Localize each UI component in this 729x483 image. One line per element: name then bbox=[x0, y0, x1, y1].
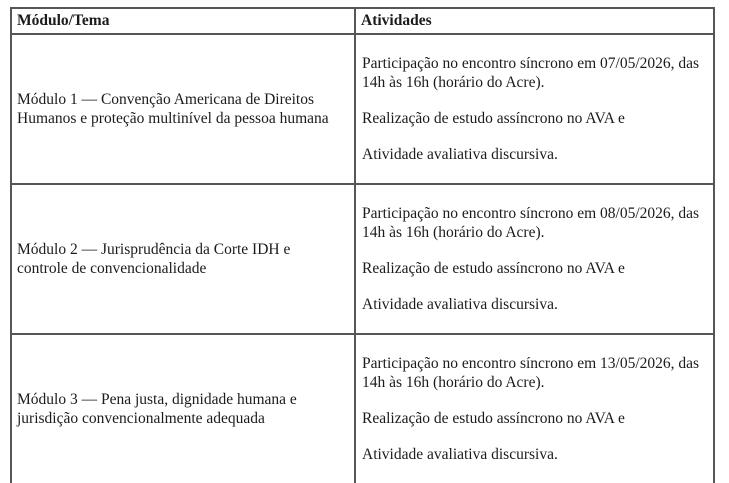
activity-paragraph: Realização de estudo assíncrono no AVA e bbox=[362, 410, 625, 427]
module-3-cell: Módulo 3 — Pena justa, dignidade humana e jurisdição convencionalmente adequada bbox=[11, 334, 355, 483]
activity-paragraph: Atividade avaliativa discursiva. bbox=[362, 446, 558, 463]
table-row bbox=[11, 184, 714, 334]
activity-paragraph: Realização de estudo assíncrono no AVA e bbox=[362, 260, 625, 277]
activity-paragraph: Atividade avaliativa discursiva. bbox=[362, 146, 558, 163]
activity-paragraph: Participação no encontro síncrono em 08/05/2026, das 14h às 16h (horário do Acre). bbox=[362, 205, 700, 241]
module-1-cell: Módulo 1 — Convenção Americana de Direitos Humanos e proteção multinível da pessoa humana bbox=[11, 34, 355, 184]
module-1-activities-cell bbox=[355, 34, 714, 184]
module-2-activities-cell bbox=[355, 184, 714, 334]
activity-paragraph: Atividade avaliativa discursiva. bbox=[362, 296, 558, 313]
column-header-atividades: Atividades bbox=[355, 8, 714, 34]
column-header-modulo-tema: Módulo/Tema bbox=[11, 8, 355, 34]
activity-paragraph: Participação no encontro síncrono em 07/05/2026, das 14h às 16h (horário do Acre). bbox=[362, 55, 700, 91]
course-schedule-table bbox=[10, 7, 715, 483]
activity-paragraph: Realização de estudo assíncrono no AVA e bbox=[362, 110, 625, 127]
module-3-activities-cell bbox=[355, 334, 714, 483]
module-2-cell: Módulo 2 — Jurisprudência da Corte IDH e controle de convencionalidade bbox=[11, 184, 355, 334]
table-row bbox=[11, 334, 714, 483]
table-header-row bbox=[11, 8, 714, 34]
table-row bbox=[11, 34, 714, 184]
activity-paragraph: Participação no encontro síncrono em 13/05/2026, das 14h às 16h (horário do Acre). bbox=[362, 355, 700, 391]
